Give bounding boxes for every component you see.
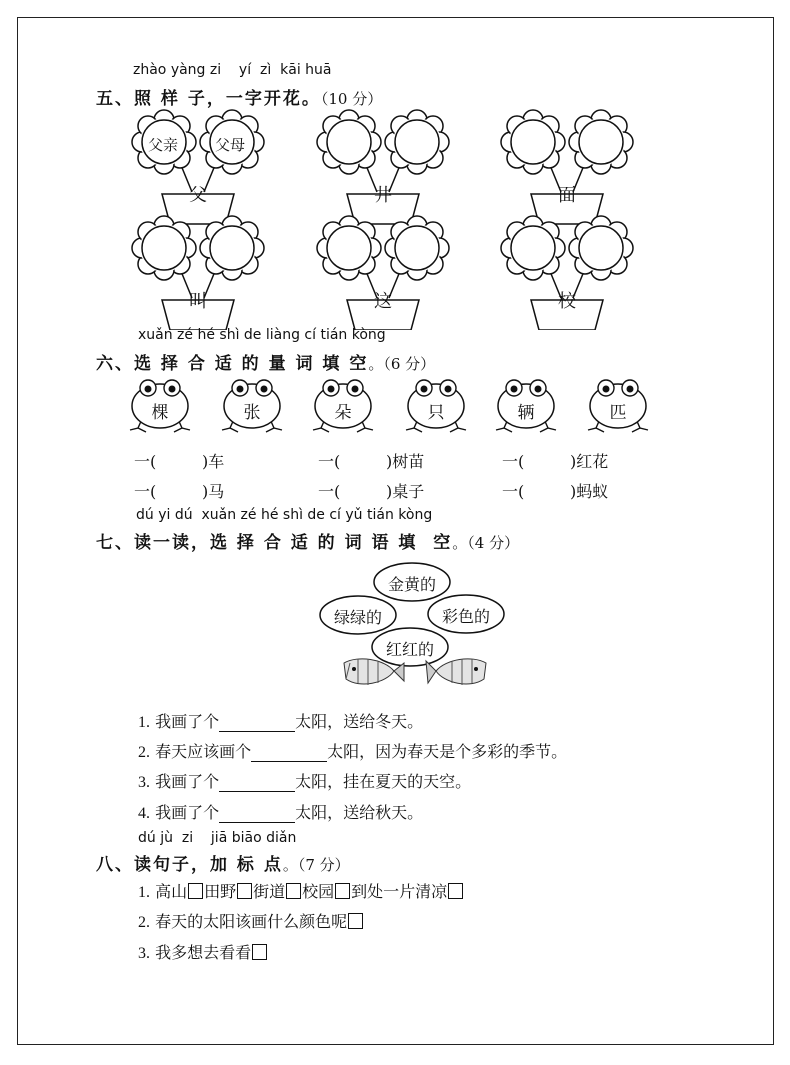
section7-pinyin: dú yi dú xuǎn zé hé shì de cí yǔ tián kòng bbox=[136, 507, 433, 523]
frog-char-2: 张 bbox=[243, 403, 261, 423]
measure-blank-2[interactable]: 一( )树苗 bbox=[318, 452, 425, 471]
sentence-3-blank[interactable] bbox=[219, 772, 295, 792]
frog-char-3: 朵 bbox=[334, 403, 352, 423]
punct-box[interactable] bbox=[448, 883, 463, 899]
sentence-2: 2. 春天应该画个 太阳，因为春天是个多彩的季节。 bbox=[138, 742, 568, 761]
punct-box[interactable] bbox=[252, 944, 267, 960]
frog-char-1: 棵 bbox=[151, 403, 169, 423]
punct-box[interactable] bbox=[286, 883, 301, 899]
section6-pinyin: xuǎn zé hé shì de liàng cí tián kòng bbox=[138, 327, 386, 343]
punct-item-2: 2. 春天的太阳该画什么颜色呢 bbox=[138, 909, 364, 932]
cloud-word-3: 彩色的 bbox=[441, 607, 490, 626]
frog-char-4: 只 bbox=[427, 403, 445, 423]
example-word-2: 父母 bbox=[214, 136, 245, 154]
sentence-4-blank[interactable] bbox=[219, 803, 295, 823]
cloud-word-1: 金黄的 bbox=[387, 575, 436, 594]
measure-blank-1[interactable]: 一( )车 bbox=[134, 452, 225, 471]
sentence-3: 3. 我画了个 太阳，挂在夏天的天空。 bbox=[138, 772, 472, 791]
example-word-1: 父亲 bbox=[147, 136, 178, 154]
pot-label-1: 父 bbox=[189, 185, 207, 206]
sentence-1: 1. 我画了个 太阳，送给冬天。 bbox=[138, 712, 424, 731]
punct-box[interactable] bbox=[237, 883, 252, 899]
punct-item-3: 3. 我多想去看看 bbox=[138, 940, 268, 963]
measure-blank-3[interactable]: 一( )红花 bbox=[502, 452, 609, 471]
section8-pinyin: dú jù zi jiā biāo diǎn bbox=[138, 830, 297, 846]
section8-title: 八、读句子，加 标 点。（7 分） bbox=[96, 855, 350, 875]
cloud-word-2: 绿绿的 bbox=[333, 608, 382, 627]
frog-char-5: 辆 bbox=[517, 403, 535, 423]
punct-item-1: 1. 高山 田野 街道 校园 到处一片清凉 bbox=[138, 879, 464, 902]
punct-box[interactable] bbox=[188, 883, 203, 899]
pot-label-6: 校 bbox=[558, 291, 576, 312]
sentence-1-blank[interactable] bbox=[219, 712, 295, 732]
measure-blank-6[interactable]: 一( )蚂蚁 bbox=[502, 482, 609, 501]
section5-pinyin: zhào yàng zi yí zì kāi huā bbox=[133, 62, 332, 78]
punct-box[interactable] bbox=[335, 883, 350, 899]
pot-label-2: 井 bbox=[374, 185, 392, 206]
pot-label-5: 这 bbox=[374, 291, 392, 312]
fish-right bbox=[426, 659, 486, 685]
flower-pots-drawing bbox=[0, 0, 790, 330]
pot-label-3: 面 bbox=[558, 185, 576, 206]
frog-char-6: 匹 bbox=[609, 403, 627, 423]
section6-title: 六、选 择 合 适 的 量 词 填 空。（6 分） bbox=[96, 354, 436, 374]
pot-label-4: 叫 bbox=[189, 291, 207, 312]
section5-title: 五、照 样 子，一字开花。（10 分） bbox=[96, 89, 383, 109]
cloud-word-4: 红红的 bbox=[385, 640, 434, 659]
sentence-4: 4. 我画了个 太阳，送给秋天。 bbox=[138, 803, 424, 822]
punct-box[interactable] bbox=[348, 913, 363, 929]
measure-blank-4[interactable]: 一( )马 bbox=[134, 482, 225, 501]
frogs-drawing bbox=[0, 370, 790, 442]
measure-blank-5[interactable]: 一( )桌子 bbox=[318, 482, 425, 501]
sentence-2-blank[interactable] bbox=[251, 742, 327, 762]
section7-title: 七、读一读，选 择 合 适 的 词 语 填 空。（4 分） bbox=[96, 533, 520, 553]
